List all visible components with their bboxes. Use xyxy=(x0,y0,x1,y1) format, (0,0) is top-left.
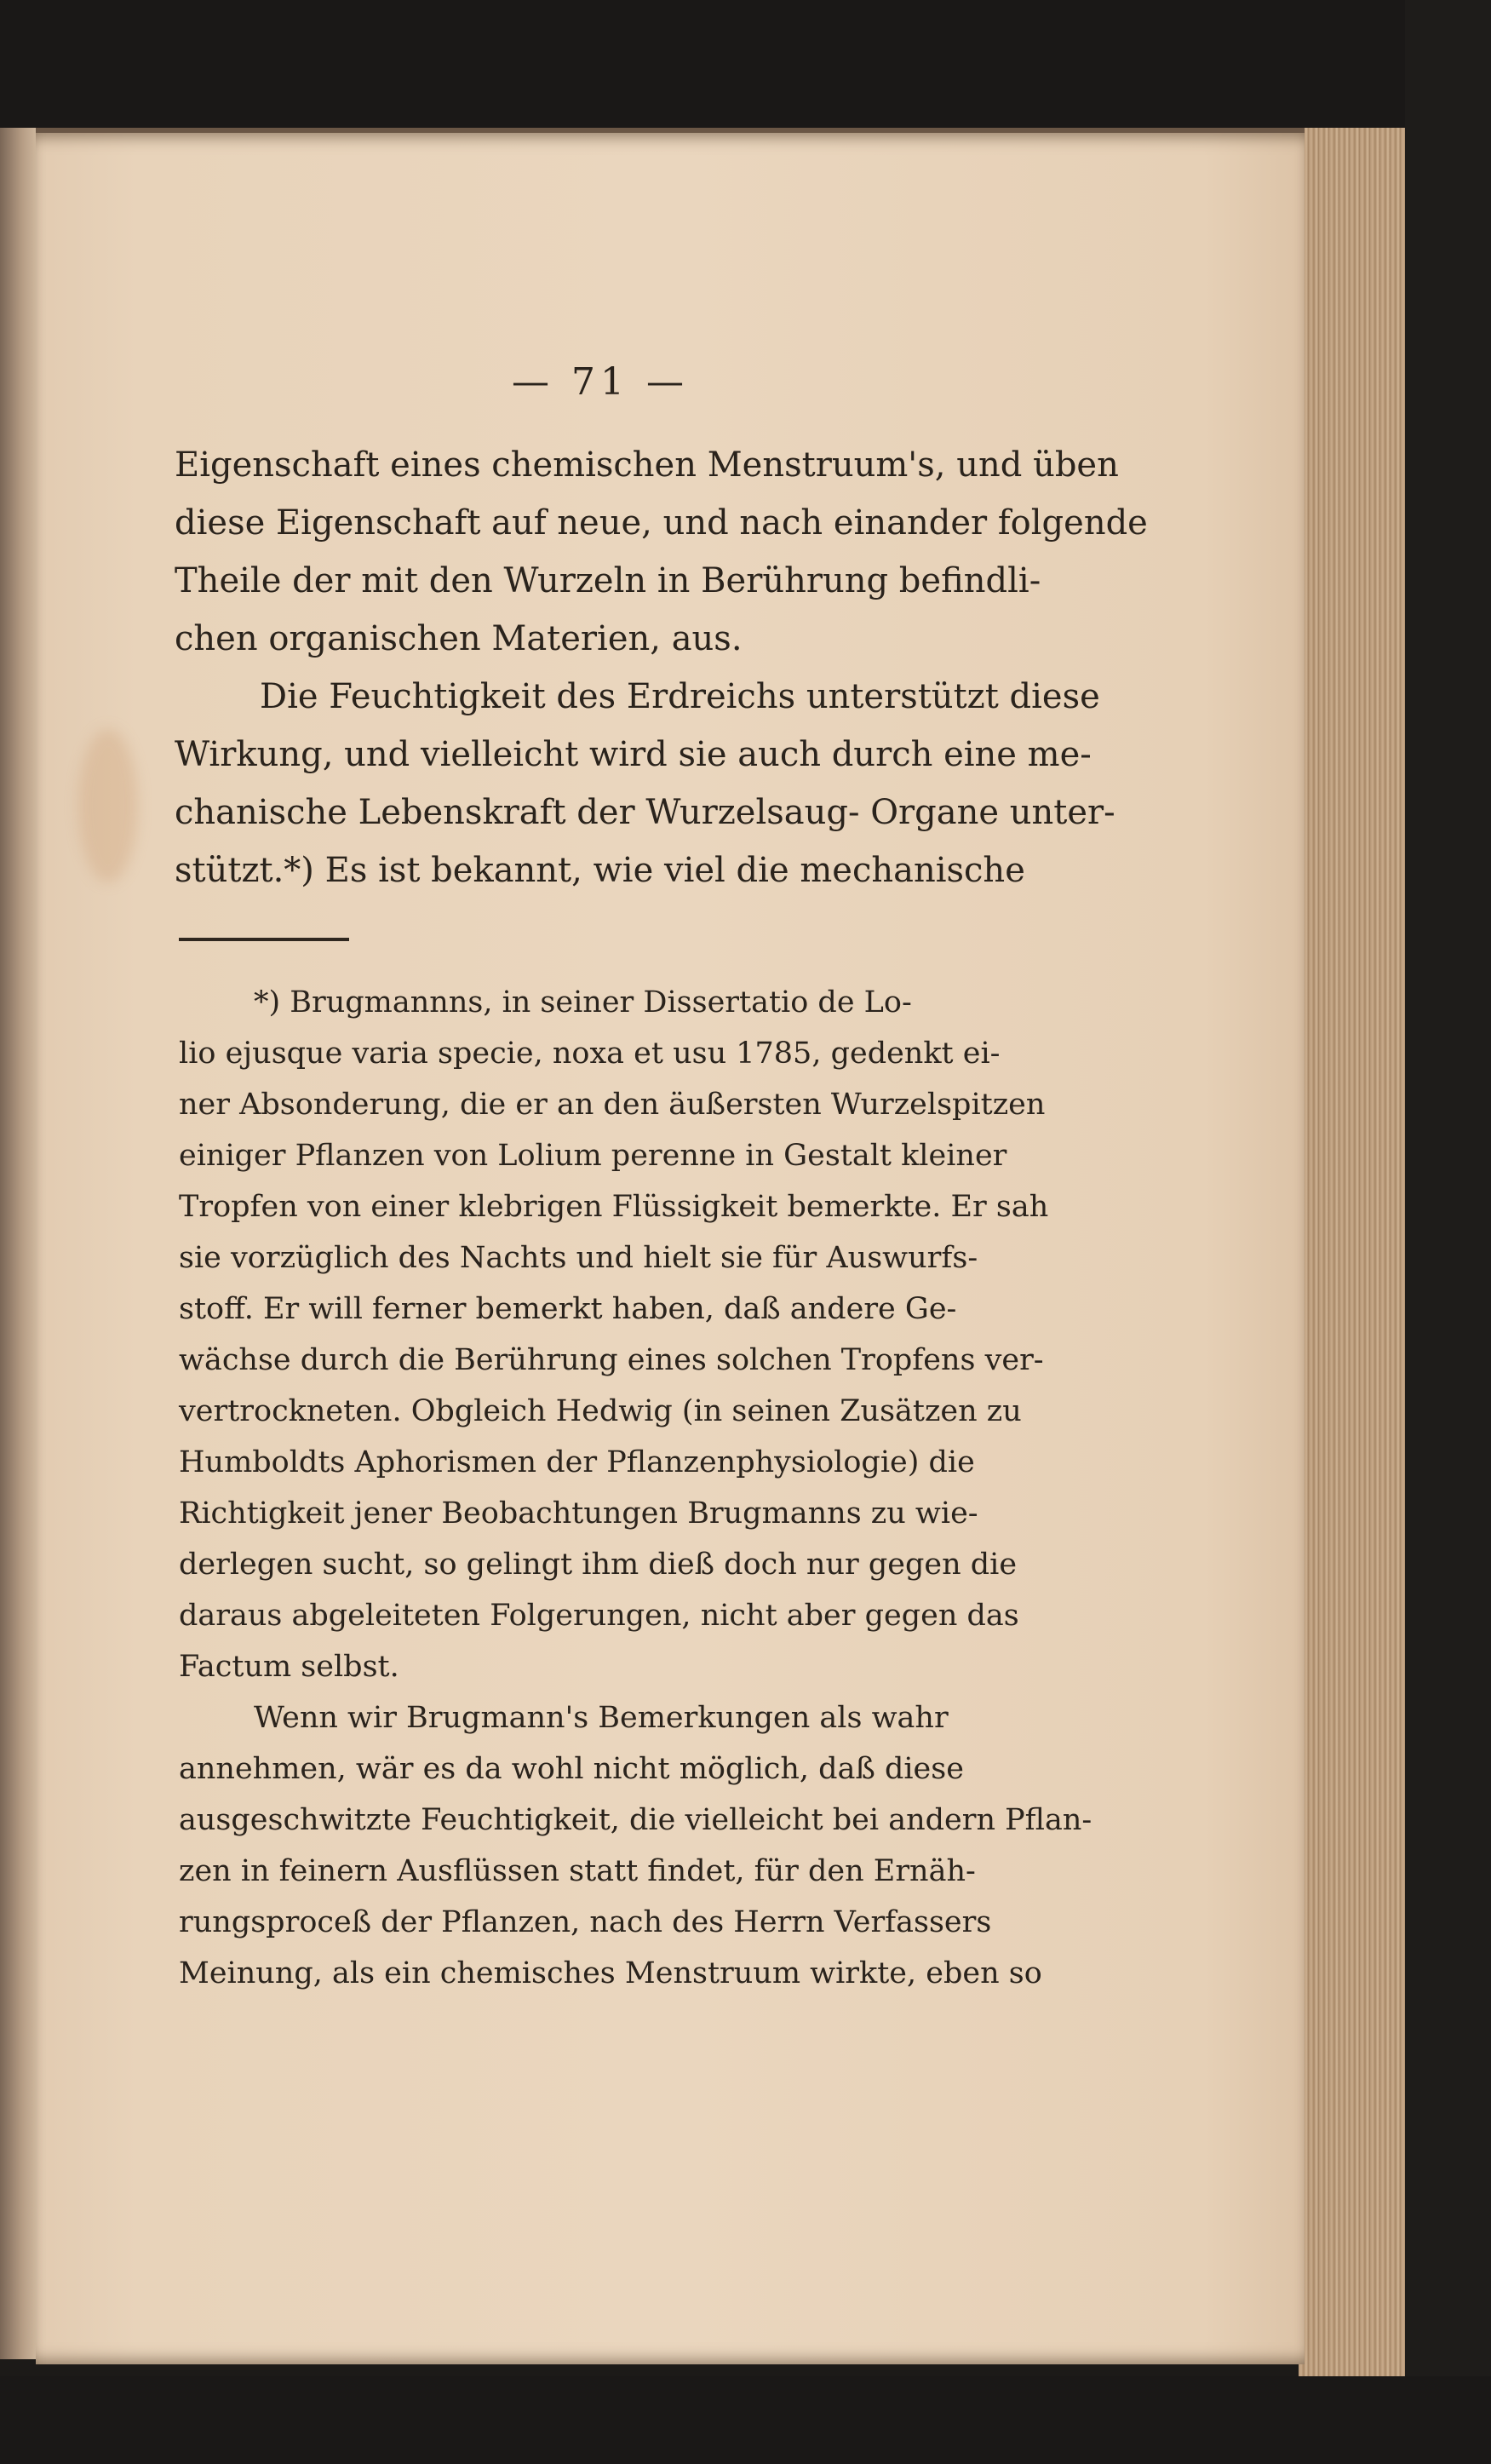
footnote-line: ausgeschwitzte Feuchtigkeit, die vielleicht bei andern Pflan- xyxy=(179,1803,1092,1837)
footnote-line: zen in feinern Ausflüssen statt findet, für den Ernäh- xyxy=(179,1854,976,1888)
footnote-line: *) Brugmannns, in seiner Dissertatio de Lo- xyxy=(254,985,912,1019)
main-text-line: diese Eigenschaft auf neue, und nach einander folgende xyxy=(175,503,1148,543)
footnote-rule xyxy=(179,938,349,941)
footnote-line: lio ejusque varia specie, noxa et usu 1785, gedenkt ei- xyxy=(179,1037,1001,1071)
footnote-line: rungsproceß der Pflanzen, nach des Herrn Verfassers xyxy=(179,1905,992,1939)
page-number: — 71 — xyxy=(512,360,689,404)
background-right xyxy=(1405,0,1491,2464)
footnote-line: Factum selbst. xyxy=(179,1650,399,1684)
footnote-line: Tropfen von einer klebrigen Flüssigkeit bemerkte. Er sah xyxy=(179,1190,1049,1224)
background-top xyxy=(0,0,1491,128)
footnote-line: Richtigkeit jener Beobachtungen Brugmanns zu wie- xyxy=(179,1496,978,1531)
main-text-line: Eigenschaft eines chemischen Menstruum's, und üben xyxy=(175,445,1119,485)
footnote-line: annehmen, wär es da wohl nicht möglich, daß diese xyxy=(179,1752,964,1786)
main-text-line: chanische Lebenskraft der Wurzelsaug- Organe unter- xyxy=(175,793,1115,832)
footnote-line: daraus abgeleiteten Folgerungen, nicht aber gegen das xyxy=(179,1599,1019,1633)
paper-stain xyxy=(78,729,138,882)
footnote-line: einiger Pflanzen von Lolium perenne in Gestalt kleiner xyxy=(179,1139,1007,1173)
footnote-line: Meinung, als ein chemisches Menstruum wirkte, eben so xyxy=(179,1956,1042,1990)
footnote-line: sie vorzüglich des Nachts und hielt sie für Auswurfs- xyxy=(179,1241,978,1275)
footnote-line: Humboldts Aphorismen der Pflanzenphysiologie) die xyxy=(179,1445,975,1479)
main-text-line: stützt.*) Es ist bekannt, wie viel die mechanische xyxy=(175,851,1025,890)
footnote-line: ner Absonderung, die er an den äußersten Wurzelspitzen xyxy=(179,1088,1046,1122)
footnote-line: derlegen sucht, so gelingt ihm dieß doch nur gegen die xyxy=(179,1548,1018,1582)
page-stack-edges xyxy=(1299,128,1405,2376)
main-text-line: Die Feuchtigkeit des Erdreichs unterstützt diese xyxy=(260,677,1100,716)
footnote-line: vertrockneten. Obgleich Hedwig (in seinen Zusätzen zu xyxy=(179,1394,1022,1428)
main-text-line: chen organischen Materien, aus. xyxy=(175,619,743,658)
footnote-line: stoff. Er will ferner bemerkt haben, daß andere Ge- xyxy=(179,1292,957,1326)
main-text-line: Wirkung, und vielleicht wird sie auch durch eine me- xyxy=(175,735,1092,774)
footnote-line: Wenn wir Brugmann's Bemerkungen als wahr xyxy=(254,1701,949,1735)
facing-page-edge xyxy=(0,128,36,2359)
footnote-line: wächse durch die Berührung eines solchen Tropfens ver- xyxy=(179,1343,1044,1377)
background-bottom xyxy=(0,2376,1491,2464)
main-text-line: Theile der mit den Wurzeln in Berührung befindli- xyxy=(175,561,1041,600)
